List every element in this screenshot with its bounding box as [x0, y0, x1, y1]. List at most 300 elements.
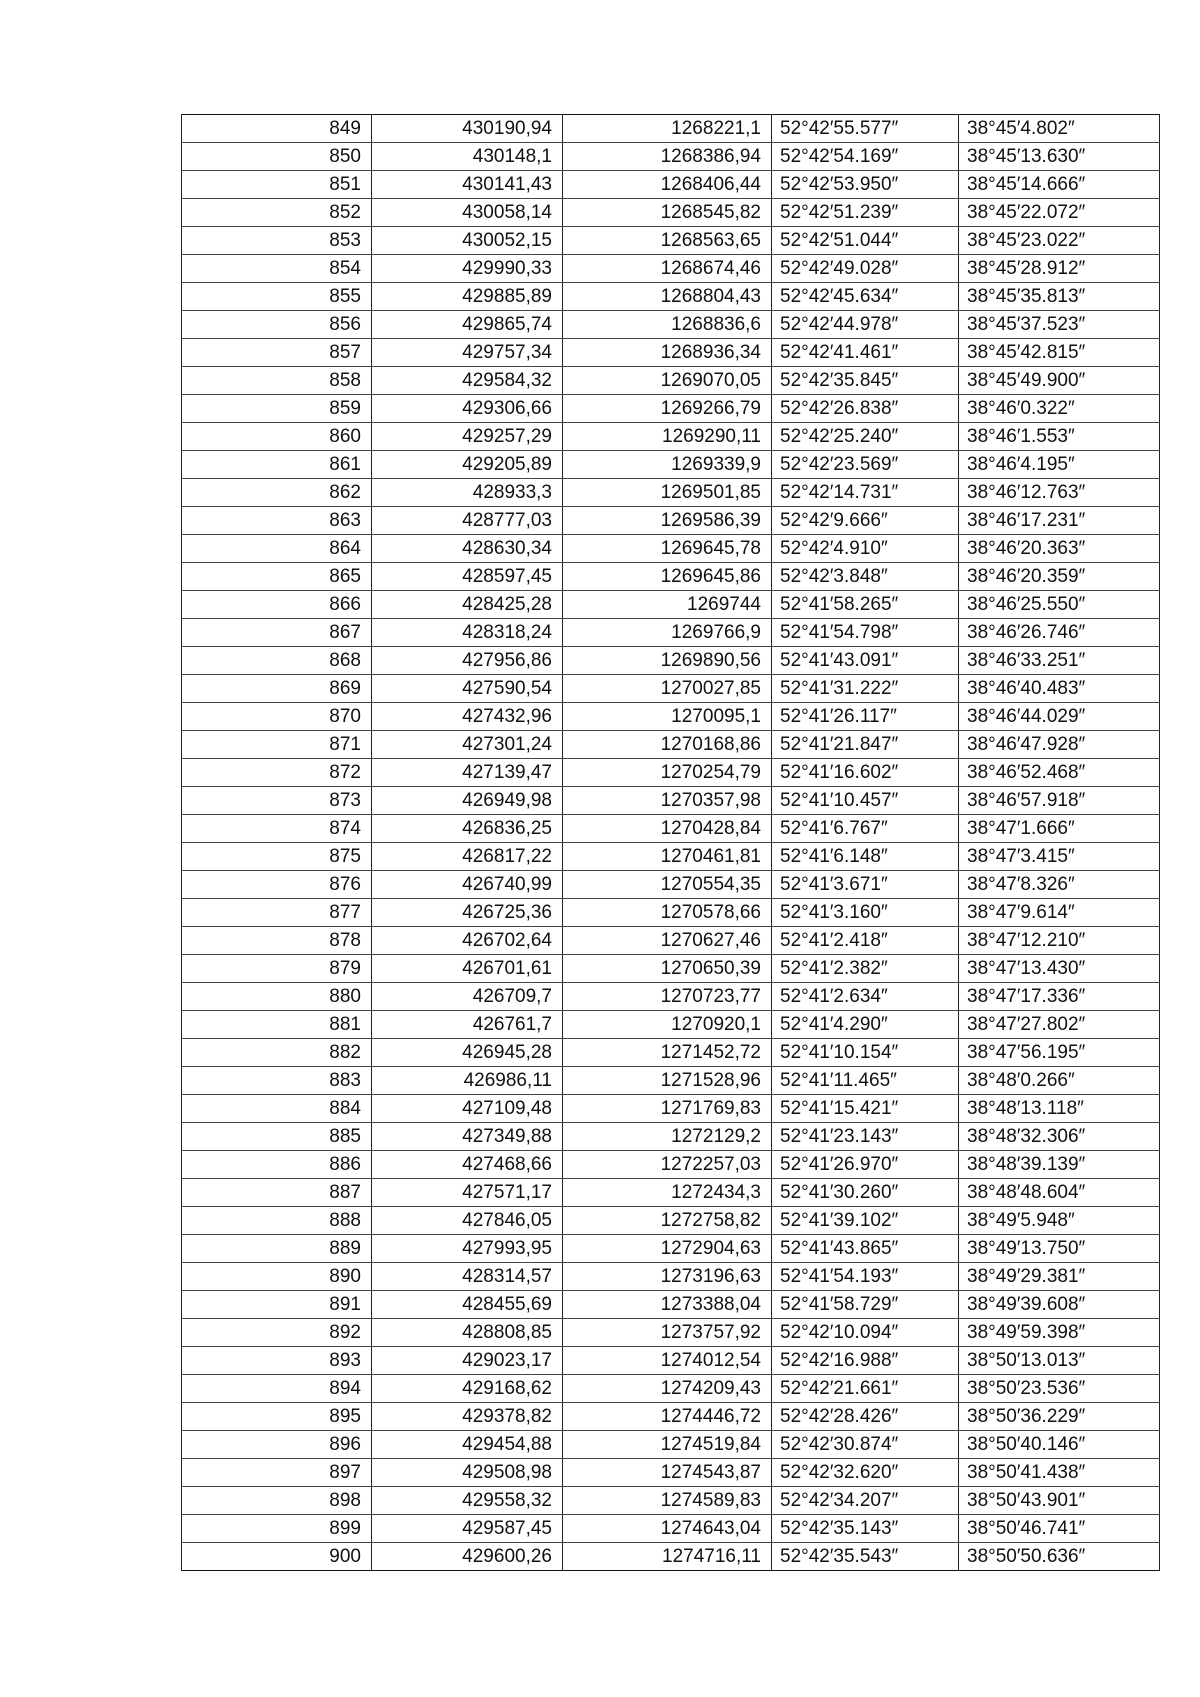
point-number-cell: 875: [182, 843, 372, 871]
point-number-cell: 850: [182, 143, 372, 171]
point-number-cell: 868: [182, 647, 372, 675]
y-coordinate-cell: 1274209,43: [563, 1375, 772, 1403]
y-coordinate-cell: 1269339,9: [563, 451, 772, 479]
x-coordinate-cell: 427956,86: [372, 647, 563, 675]
y-coordinate-cell: 1268936,34: [563, 339, 772, 367]
point-number-cell: 852: [182, 199, 372, 227]
table-row: [182, 731, 1160, 759]
latitude-cell: 52°42′25.240″: [772, 423, 959, 451]
point-number-cell: 866: [182, 591, 372, 619]
x-coordinate-cell: 429587,45: [372, 1515, 563, 1543]
longitude-cell: 38°46′26.746″: [959, 619, 1160, 647]
table-row: [182, 1011, 1160, 1039]
point-number-cell: 865: [182, 563, 372, 591]
longitude-cell: 38°48′32.306″: [959, 1123, 1160, 1151]
y-coordinate-cell: 1270920,1: [563, 1011, 772, 1039]
longitude-cell: 38°45′14.666″: [959, 171, 1160, 199]
longitude-cell: 38°50′40.146″: [959, 1431, 1160, 1459]
x-coordinate-cell: 429865,74: [372, 311, 563, 339]
x-coordinate-cell: 427590,54: [372, 675, 563, 703]
table-row: [182, 115, 1160, 143]
latitude-cell: 52°41′6.148″: [772, 843, 959, 871]
point-number-cell: 883: [182, 1067, 372, 1095]
latitude-cell: 52°41′54.193″: [772, 1263, 959, 1291]
longitude-cell: 38°46′4.195″: [959, 451, 1160, 479]
table-row: [182, 451, 1160, 479]
y-coordinate-cell: 1271528,96: [563, 1067, 772, 1095]
latitude-cell: 52°41′10.457″: [772, 787, 959, 815]
point-number-cell: 864: [182, 535, 372, 563]
longitude-cell: 38°50′36.229″: [959, 1403, 1160, 1431]
y-coordinate-cell: 1271769,83: [563, 1095, 772, 1123]
x-coordinate-cell: 427432,96: [372, 703, 563, 731]
longitude-cell: 38°47′17.336″: [959, 983, 1160, 1011]
latitude-cell: 52°42′51.044″: [772, 227, 959, 255]
latitude-cell: 52°41′30.260″: [772, 1179, 959, 1207]
point-number-cell: 896: [182, 1431, 372, 1459]
latitude-cell: 52°42′45.634″: [772, 283, 959, 311]
x-coordinate-cell: 430148,1: [372, 143, 563, 171]
latitude-cell: 52°41′54.798″: [772, 619, 959, 647]
table-row: [182, 227, 1160, 255]
longitude-cell: 38°46′17.231″: [959, 507, 1160, 535]
point-number-cell: 882: [182, 1039, 372, 1067]
latitude-cell: 52°42′28.426″: [772, 1403, 959, 1431]
longitude-cell: 38°45′42.815″: [959, 339, 1160, 367]
latitude-cell: 52°42′34.207″: [772, 1487, 959, 1515]
point-number-cell: 878: [182, 927, 372, 955]
longitude-cell: 38°47′56.195″: [959, 1039, 1160, 1067]
point-number-cell: 891: [182, 1291, 372, 1319]
y-coordinate-cell: 1270554,35: [563, 871, 772, 899]
point-number-cell: 858: [182, 367, 372, 395]
y-coordinate-cell: 1274543,87: [563, 1459, 772, 1487]
longitude-cell: 38°47′8.326″: [959, 871, 1160, 899]
longitude-cell: 38°50′43.901″: [959, 1487, 1160, 1515]
latitude-cell: 52°41′26.970″: [772, 1151, 959, 1179]
table-row: [182, 983, 1160, 1011]
point-number-cell: 861: [182, 451, 372, 479]
x-coordinate-cell: 426817,22: [372, 843, 563, 871]
point-number-cell: 849: [182, 115, 372, 143]
longitude-cell: 38°46′40.483″: [959, 675, 1160, 703]
table-row: [182, 339, 1160, 367]
latitude-cell: 52°41′2.382″: [772, 955, 959, 983]
point-number-cell: 870: [182, 703, 372, 731]
y-coordinate-cell: 1270650,39: [563, 955, 772, 983]
x-coordinate-cell: 426761,7: [372, 1011, 563, 1039]
longitude-cell: 38°47′3.415″: [959, 843, 1160, 871]
x-coordinate-cell: 430058,14: [372, 199, 563, 227]
longitude-cell: 38°47′13.430″: [959, 955, 1160, 983]
x-coordinate-cell: 429306,66: [372, 395, 563, 423]
table-row: [182, 647, 1160, 675]
point-number-cell: 897: [182, 1459, 372, 1487]
point-number-cell: 860: [182, 423, 372, 451]
y-coordinate-cell: 1274012,54: [563, 1347, 772, 1375]
table-row: [182, 1543, 1160, 1571]
y-coordinate-cell: 1272904,63: [563, 1235, 772, 1263]
point-number-cell: 879: [182, 955, 372, 983]
y-coordinate-cell: 1274589,83: [563, 1487, 772, 1515]
point-number-cell: 851: [182, 171, 372, 199]
table-row: [182, 675, 1160, 703]
latitude-cell: 52°41′26.117″: [772, 703, 959, 731]
longitude-cell: 38°46′57.918″: [959, 787, 1160, 815]
x-coordinate-cell: 428425,28: [372, 591, 563, 619]
y-coordinate-cell: 1273196,63: [563, 1263, 772, 1291]
point-number-cell: 872: [182, 759, 372, 787]
longitude-cell: 38°45′4.802″: [959, 115, 1160, 143]
table-row: [182, 1151, 1160, 1179]
latitude-cell: 52°42′9.666″: [772, 507, 959, 535]
x-coordinate-cell: 427468,66: [372, 1151, 563, 1179]
y-coordinate-cell: 1269586,39: [563, 507, 772, 535]
longitude-cell: 38°45′13.630″: [959, 143, 1160, 171]
latitude-cell: 52°42′26.838″: [772, 395, 959, 423]
x-coordinate-cell: 427846,05: [372, 1207, 563, 1235]
y-coordinate-cell: 1270461,81: [563, 843, 772, 871]
point-number-cell: 899: [182, 1515, 372, 1543]
y-coordinate-cell: 1269766,9: [563, 619, 772, 647]
y-coordinate-cell: 1269266,79: [563, 395, 772, 423]
longitude-cell: 38°46′20.363″: [959, 535, 1160, 563]
latitude-cell: 52°42′35.543″: [772, 1543, 959, 1571]
longitude-cell: 38°46′33.251″: [959, 647, 1160, 675]
table-row: [182, 423, 1160, 451]
longitude-cell: 38°45′23.022″: [959, 227, 1160, 255]
longitude-cell: 38°50′41.438″: [959, 1459, 1160, 1487]
y-coordinate-cell: 1272129,2: [563, 1123, 772, 1151]
point-number-cell: 862: [182, 479, 372, 507]
x-coordinate-cell: 427571,17: [372, 1179, 563, 1207]
y-coordinate-cell: 1274716,11: [563, 1543, 772, 1571]
point-number-cell: 876: [182, 871, 372, 899]
y-coordinate-cell: 1269070,05: [563, 367, 772, 395]
y-coordinate-cell: 1273757,92: [563, 1319, 772, 1347]
point-number-cell: 898: [182, 1487, 372, 1515]
x-coordinate-cell: 429885,89: [372, 283, 563, 311]
longitude-cell: 38°48′0.266″: [959, 1067, 1160, 1095]
x-coordinate-cell: 427349,88: [372, 1123, 563, 1151]
point-number-cell: 867: [182, 619, 372, 647]
longitude-cell: 38°46′52.468″: [959, 759, 1160, 787]
point-number-cell: 887: [182, 1179, 372, 1207]
point-number-cell: 885: [182, 1123, 372, 1151]
point-number-cell: 880: [182, 983, 372, 1011]
longitude-cell: 38°45′35.813″: [959, 283, 1160, 311]
longitude-cell: 38°46′20.359″: [959, 563, 1160, 591]
y-coordinate-cell: 1269645,86: [563, 563, 772, 591]
x-coordinate-cell: 428933,3: [372, 479, 563, 507]
longitude-cell: 38°46′44.029″: [959, 703, 1160, 731]
table-row: [182, 703, 1160, 731]
table-row: [182, 283, 1160, 311]
point-number-cell: 857: [182, 339, 372, 367]
x-coordinate-cell: 426836,25: [372, 815, 563, 843]
longitude-cell: 38°47′9.614″: [959, 899, 1160, 927]
longitude-cell: 38°48′48.604″: [959, 1179, 1160, 1207]
table-row: [182, 1123, 1160, 1151]
longitude-cell: 38°49′29.381″: [959, 1263, 1160, 1291]
y-coordinate-cell: 1272257,03: [563, 1151, 772, 1179]
point-number-cell: 889: [182, 1235, 372, 1263]
x-coordinate-cell: 430052,15: [372, 227, 563, 255]
table-row: [182, 1431, 1160, 1459]
y-coordinate-cell: 1269744: [563, 591, 772, 619]
x-coordinate-cell: 429757,34: [372, 339, 563, 367]
table-row: [182, 1459, 1160, 1487]
y-coordinate-cell: 1269290,11: [563, 423, 772, 451]
y-coordinate-cell: 1268545,82: [563, 199, 772, 227]
table-row: [182, 759, 1160, 787]
table-row: [182, 843, 1160, 871]
y-coordinate-cell: 1270254,79: [563, 759, 772, 787]
longitude-cell: 38°46′12.763″: [959, 479, 1160, 507]
longitude-cell: 38°47′1.666″: [959, 815, 1160, 843]
table-row: [182, 367, 1160, 395]
y-coordinate-cell: 1274519,84: [563, 1431, 772, 1459]
latitude-cell: 52°42′14.731″: [772, 479, 959, 507]
x-coordinate-cell: 429257,29: [372, 423, 563, 451]
table-row: [182, 1095, 1160, 1123]
longitude-cell: 38°48′39.139″: [959, 1151, 1160, 1179]
y-coordinate-cell: 1270723,77: [563, 983, 772, 1011]
longitude-cell: 38°49′59.398″: [959, 1319, 1160, 1347]
y-coordinate-cell: 1272434,3: [563, 1179, 772, 1207]
point-number-cell: 894: [182, 1375, 372, 1403]
x-coordinate-cell: 429454,88: [372, 1431, 563, 1459]
point-number-cell: 895: [182, 1403, 372, 1431]
latitude-cell: 52°42′54.169″: [772, 143, 959, 171]
latitude-cell: 52°41′15.421″: [772, 1095, 959, 1123]
longitude-cell: 38°46′25.550″: [959, 591, 1160, 619]
latitude-cell: 52°41′4.290″: [772, 1011, 959, 1039]
x-coordinate-cell: 428318,24: [372, 619, 563, 647]
x-coordinate-cell: 426702,64: [372, 927, 563, 955]
latitude-cell: 52°42′32.620″: [772, 1459, 959, 1487]
latitude-cell: 52°41′43.865″: [772, 1235, 959, 1263]
latitude-cell: 52°42′16.988″: [772, 1347, 959, 1375]
x-coordinate-cell: 428455,69: [372, 1291, 563, 1319]
point-number-cell: 855: [182, 283, 372, 311]
table-row: [182, 1263, 1160, 1291]
table-row: [182, 143, 1160, 171]
x-coordinate-cell: 428314,57: [372, 1263, 563, 1291]
table-row: [182, 927, 1160, 955]
table-row: [182, 1039, 1160, 1067]
point-number-cell: 900: [182, 1543, 372, 1571]
latitude-cell: 52°41′31.222″: [772, 675, 959, 703]
latitude-cell: 52°42′35.845″: [772, 367, 959, 395]
point-number-cell: 856: [182, 311, 372, 339]
x-coordinate-cell: 427301,24: [372, 731, 563, 759]
latitude-cell: 52°42′23.569″: [772, 451, 959, 479]
longitude-cell: 38°50′13.013″: [959, 1347, 1160, 1375]
x-coordinate-cell: 429168,62: [372, 1375, 563, 1403]
coordinates-table: [181, 114, 1160, 1571]
y-coordinate-cell: 1270168,86: [563, 731, 772, 759]
longitude-cell: 38°47′12.210″: [959, 927, 1160, 955]
longitude-cell: 38°46′0.322″: [959, 395, 1160, 423]
x-coordinate-cell: 430190,94: [372, 115, 563, 143]
latitude-cell: 52°42′35.143″: [772, 1515, 959, 1543]
table-row: [182, 619, 1160, 647]
table-row: [182, 1403, 1160, 1431]
x-coordinate-cell: 426709,7: [372, 983, 563, 1011]
y-coordinate-cell: 1270027,85: [563, 675, 772, 703]
table-row: [182, 899, 1160, 927]
table-row: [182, 171, 1160, 199]
latitude-cell: 52°41′2.634″: [772, 983, 959, 1011]
x-coordinate-cell: 429023,17: [372, 1347, 563, 1375]
table-row: [182, 871, 1160, 899]
table-row: [182, 1207, 1160, 1235]
latitude-cell: 52°42′53.950″: [772, 171, 959, 199]
table-row: [182, 591, 1160, 619]
x-coordinate-cell: 428630,34: [372, 535, 563, 563]
latitude-cell: 52°42′51.239″: [772, 199, 959, 227]
latitude-cell: 52°42′3.848″: [772, 563, 959, 591]
latitude-cell: 52°41′3.671″: [772, 871, 959, 899]
latitude-cell: 52°41′39.102″: [772, 1207, 959, 1235]
x-coordinate-cell: 426949,98: [372, 787, 563, 815]
longitude-cell: 38°48′13.118″: [959, 1095, 1160, 1123]
latitude-cell: 52°41′3.160″: [772, 899, 959, 927]
x-coordinate-cell: 426740,99: [372, 871, 563, 899]
table-row: [182, 199, 1160, 227]
x-coordinate-cell: 426701,61: [372, 955, 563, 983]
longitude-cell: 38°46′47.928″: [959, 731, 1160, 759]
latitude-cell: 52°42′10.094″: [772, 1319, 959, 1347]
latitude-cell: 52°41′6.767″: [772, 815, 959, 843]
x-coordinate-cell: 427993,95: [372, 1235, 563, 1263]
table-row: [182, 1515, 1160, 1543]
table-row: [182, 507, 1160, 535]
longitude-cell: 38°45′22.072″: [959, 199, 1160, 227]
latitude-cell: 52°41′43.091″: [772, 647, 959, 675]
x-coordinate-cell: 429558,32: [372, 1487, 563, 1515]
point-number-cell: 886: [182, 1151, 372, 1179]
table-row: [182, 815, 1160, 843]
y-coordinate-cell: 1270428,84: [563, 815, 772, 843]
point-number-cell: 893: [182, 1347, 372, 1375]
longitude-cell: 38°49′5.948″: [959, 1207, 1160, 1235]
x-coordinate-cell: 430141,43: [372, 171, 563, 199]
longitude-cell: 38°50′23.536″: [959, 1375, 1160, 1403]
point-number-cell: 871: [182, 731, 372, 759]
y-coordinate-cell: 1268406,44: [563, 171, 772, 199]
table-row: [182, 1235, 1160, 1263]
point-number-cell: 853: [182, 227, 372, 255]
x-coordinate-cell: 429990,33: [372, 255, 563, 283]
latitude-cell: 52°41′23.143″: [772, 1123, 959, 1151]
latitude-cell: 52°41′16.602″: [772, 759, 959, 787]
latitude-cell: 52°42′44.978″: [772, 311, 959, 339]
table-row: [182, 1179, 1160, 1207]
table-row: [182, 1319, 1160, 1347]
latitude-cell: 52°42′49.028″: [772, 255, 959, 283]
longitude-cell: 38°45′37.523″: [959, 311, 1160, 339]
table-row: [182, 1487, 1160, 1515]
table-row: [182, 1375, 1160, 1403]
x-coordinate-cell: 429584,32: [372, 367, 563, 395]
latitude-cell: 52°41′21.847″: [772, 731, 959, 759]
y-coordinate-cell: 1268804,43: [563, 283, 772, 311]
point-number-cell: 877: [182, 899, 372, 927]
table-row: [182, 1291, 1160, 1319]
y-coordinate-cell: 1268563,65: [563, 227, 772, 255]
table-row: [182, 311, 1160, 339]
x-coordinate-cell: 428808,85: [372, 1319, 563, 1347]
point-number-cell: 881: [182, 1011, 372, 1039]
longitude-cell: 38°45′28.912″: [959, 255, 1160, 283]
latitude-cell: 52°41′10.154″: [772, 1039, 959, 1067]
longitude-cell: 38°50′46.741″: [959, 1515, 1160, 1543]
latitude-cell: 52°41′58.729″: [772, 1291, 959, 1319]
point-number-cell: 873: [182, 787, 372, 815]
y-coordinate-cell: 1268836,6: [563, 311, 772, 339]
y-coordinate-cell: 1270357,98: [563, 787, 772, 815]
y-coordinate-cell: 1268386,94: [563, 143, 772, 171]
point-number-cell: 884: [182, 1095, 372, 1123]
x-coordinate-cell: 429378,82: [372, 1403, 563, 1431]
longitude-cell: 38°46′1.553″: [959, 423, 1160, 451]
latitude-cell: 52°41′11.465″: [772, 1067, 959, 1095]
latitude-cell: 52°42′30.874″: [772, 1431, 959, 1459]
x-coordinate-cell: 428777,03: [372, 507, 563, 535]
table-row: [182, 1067, 1160, 1095]
x-coordinate-cell: 429508,98: [372, 1459, 563, 1487]
point-number-cell: 859: [182, 395, 372, 423]
latitude-cell: 52°41′58.265″: [772, 591, 959, 619]
latitude-cell: 52°41′2.418″: [772, 927, 959, 955]
x-coordinate-cell: 427139,47: [372, 759, 563, 787]
point-number-cell: 888: [182, 1207, 372, 1235]
point-number-cell: 854: [182, 255, 372, 283]
longitude-cell: 38°49′39.608″: [959, 1291, 1160, 1319]
y-coordinate-cell: 1274446,72: [563, 1403, 772, 1431]
x-coordinate-cell: 426986,11: [372, 1067, 563, 1095]
point-number-cell: 863: [182, 507, 372, 535]
coordinates-table-body: [182, 115, 1160, 1571]
table-row: [182, 1347, 1160, 1375]
latitude-cell: 52°42′21.661″: [772, 1375, 959, 1403]
y-coordinate-cell: 1273388,04: [563, 1291, 772, 1319]
y-coordinate-cell: 1274643,04: [563, 1515, 772, 1543]
longitude-cell: 38°47′27.802″: [959, 1011, 1160, 1039]
x-coordinate-cell: 427109,48: [372, 1095, 563, 1123]
table-row: [182, 535, 1160, 563]
table-row: [182, 787, 1160, 815]
y-coordinate-cell: 1269890,56: [563, 647, 772, 675]
y-coordinate-cell: 1269645,78: [563, 535, 772, 563]
y-coordinate-cell: 1271452,72: [563, 1039, 772, 1067]
point-number-cell: 869: [182, 675, 372, 703]
x-coordinate-cell: 429205,89: [372, 451, 563, 479]
longitude-cell: 38°49′13.750″: [959, 1235, 1160, 1263]
x-coordinate-cell: 429600,26: [372, 1543, 563, 1571]
longitude-cell: 38°50′50.636″: [959, 1543, 1160, 1571]
x-coordinate-cell: 428597,45: [372, 563, 563, 591]
y-coordinate-cell: 1270095,1: [563, 703, 772, 731]
y-coordinate-cell: 1269501,85: [563, 479, 772, 507]
y-coordinate-cell: 1268221,1: [563, 115, 772, 143]
latitude-cell: 52°42′55.577″: [772, 115, 959, 143]
x-coordinate-cell: 426945,28: [372, 1039, 563, 1067]
table-row: [182, 479, 1160, 507]
point-number-cell: 874: [182, 815, 372, 843]
